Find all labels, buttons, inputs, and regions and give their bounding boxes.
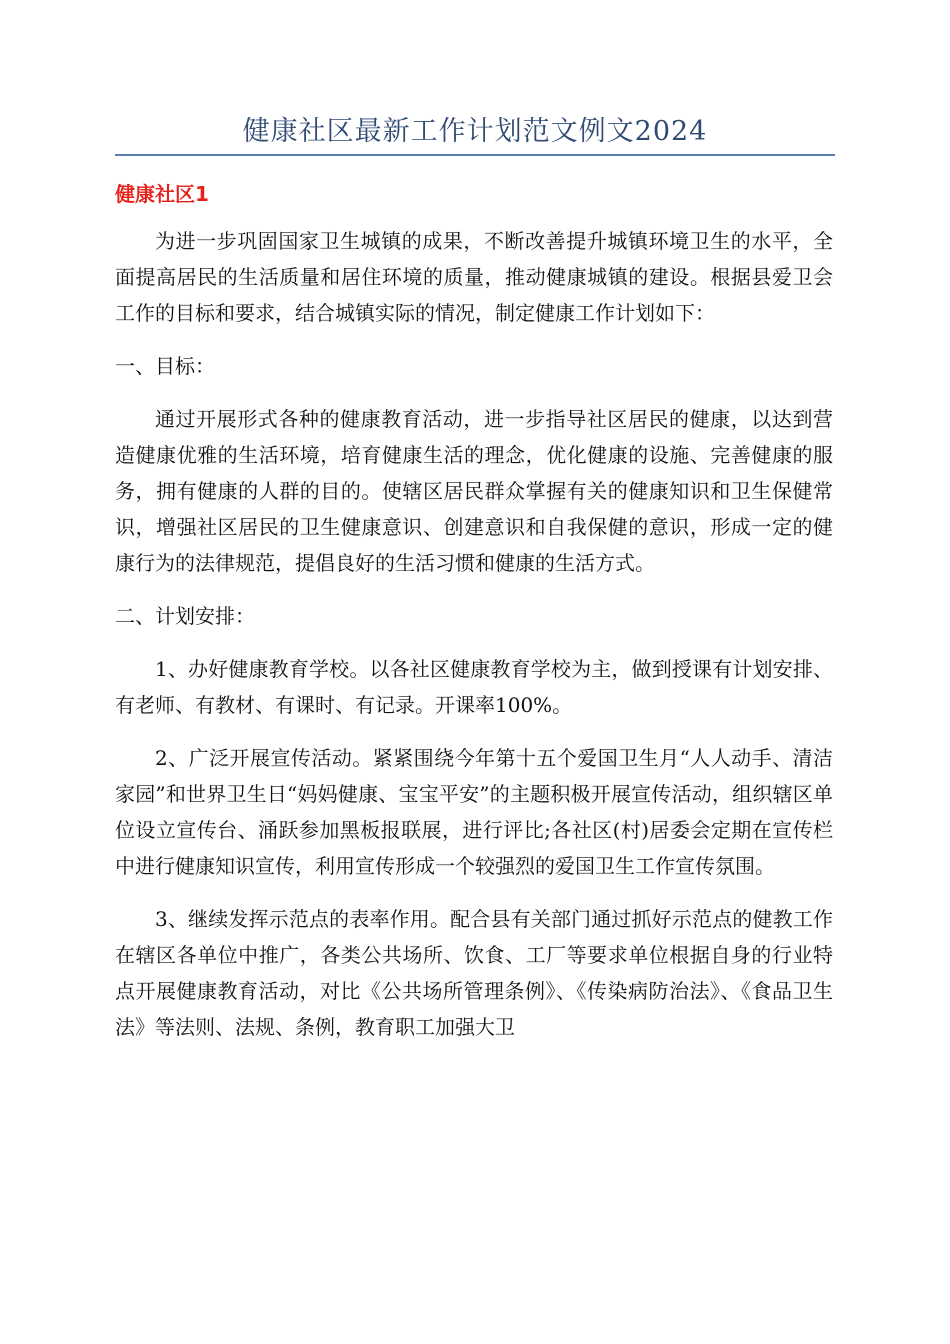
title-underline [115,154,835,156]
paragraph-goals: 通过开展形式各种的健康教育活动，进一步指导社区居民的健康，以达到营造健康优雅的生活环境，培育健康生活的理念，优化健康的设施、完善健康的服务，拥有健康的人群的目的。使辖区居民群众掌握有关的健康知识和卫生保健常识，增强社区居民的卫生健康意识、创建意识和自我保健的意识，形成一定的健康行为的法律规范，提倡良好的生活习惯和健康的生活方式。 [115,407,833,575]
paragraph-plan-item-2: 2、广泛开展宣传活动。紧紧围绕今年第十五个爱国卫生月“人人动手、清洁家园”和世界卫生日“妈妈健康、宝宝平安”的主题积极开展宣传活动，组织辖区单位设立宣传台、涌跃参加黑板报联展，进行评比;各社区(村)居委会定期在宣传栏中进行健康知识宣传，利用宣传形成一个较强烈的爱国卫生工作宣传氛围。 [115,746,833,878]
section-heading: 健康社区1 [115,182,209,206]
paragraph-plan-item-1: 1、办好健康教育学校。以各社区健康教育学校为主，做到授课有计划安排、有老师、有教材、有课时、有记录。开课率100%。 [115,657,833,717]
document-body [115,223,833,1062]
document-title: 健康社区最新工作计划范文例文2024 [242,116,708,147]
paragraph-intro: 为进一步巩固国家卫生城镇的成果，不断改善提升城镇环境卫生的水平，全面提高居民的生活质量和居住环境的质量，推动健康城镇的建设。根据县爱卫会工作的目标和要求，结合城镇实际的情况，制定健康工作计划如下： [115,229,833,325]
subheading-plan: 二、计划安排： [115,604,255,628]
subheading-goals: 一、目标： [115,354,215,378]
paragraph-plan-item-3: 3、继续发挥示范点的表率作用。配合县有关部门通过抓好示范点的健教工作在辖区各单位中推广，各类公共场所、饮食、工厂等要求单位根据自身的行业特点开展健康教育活动，对比《公共场所管理条例》、《传染病防治法》、《食品卫生法》等法则、法规、条例，教育职工加强大卫 [115,907,833,1039]
